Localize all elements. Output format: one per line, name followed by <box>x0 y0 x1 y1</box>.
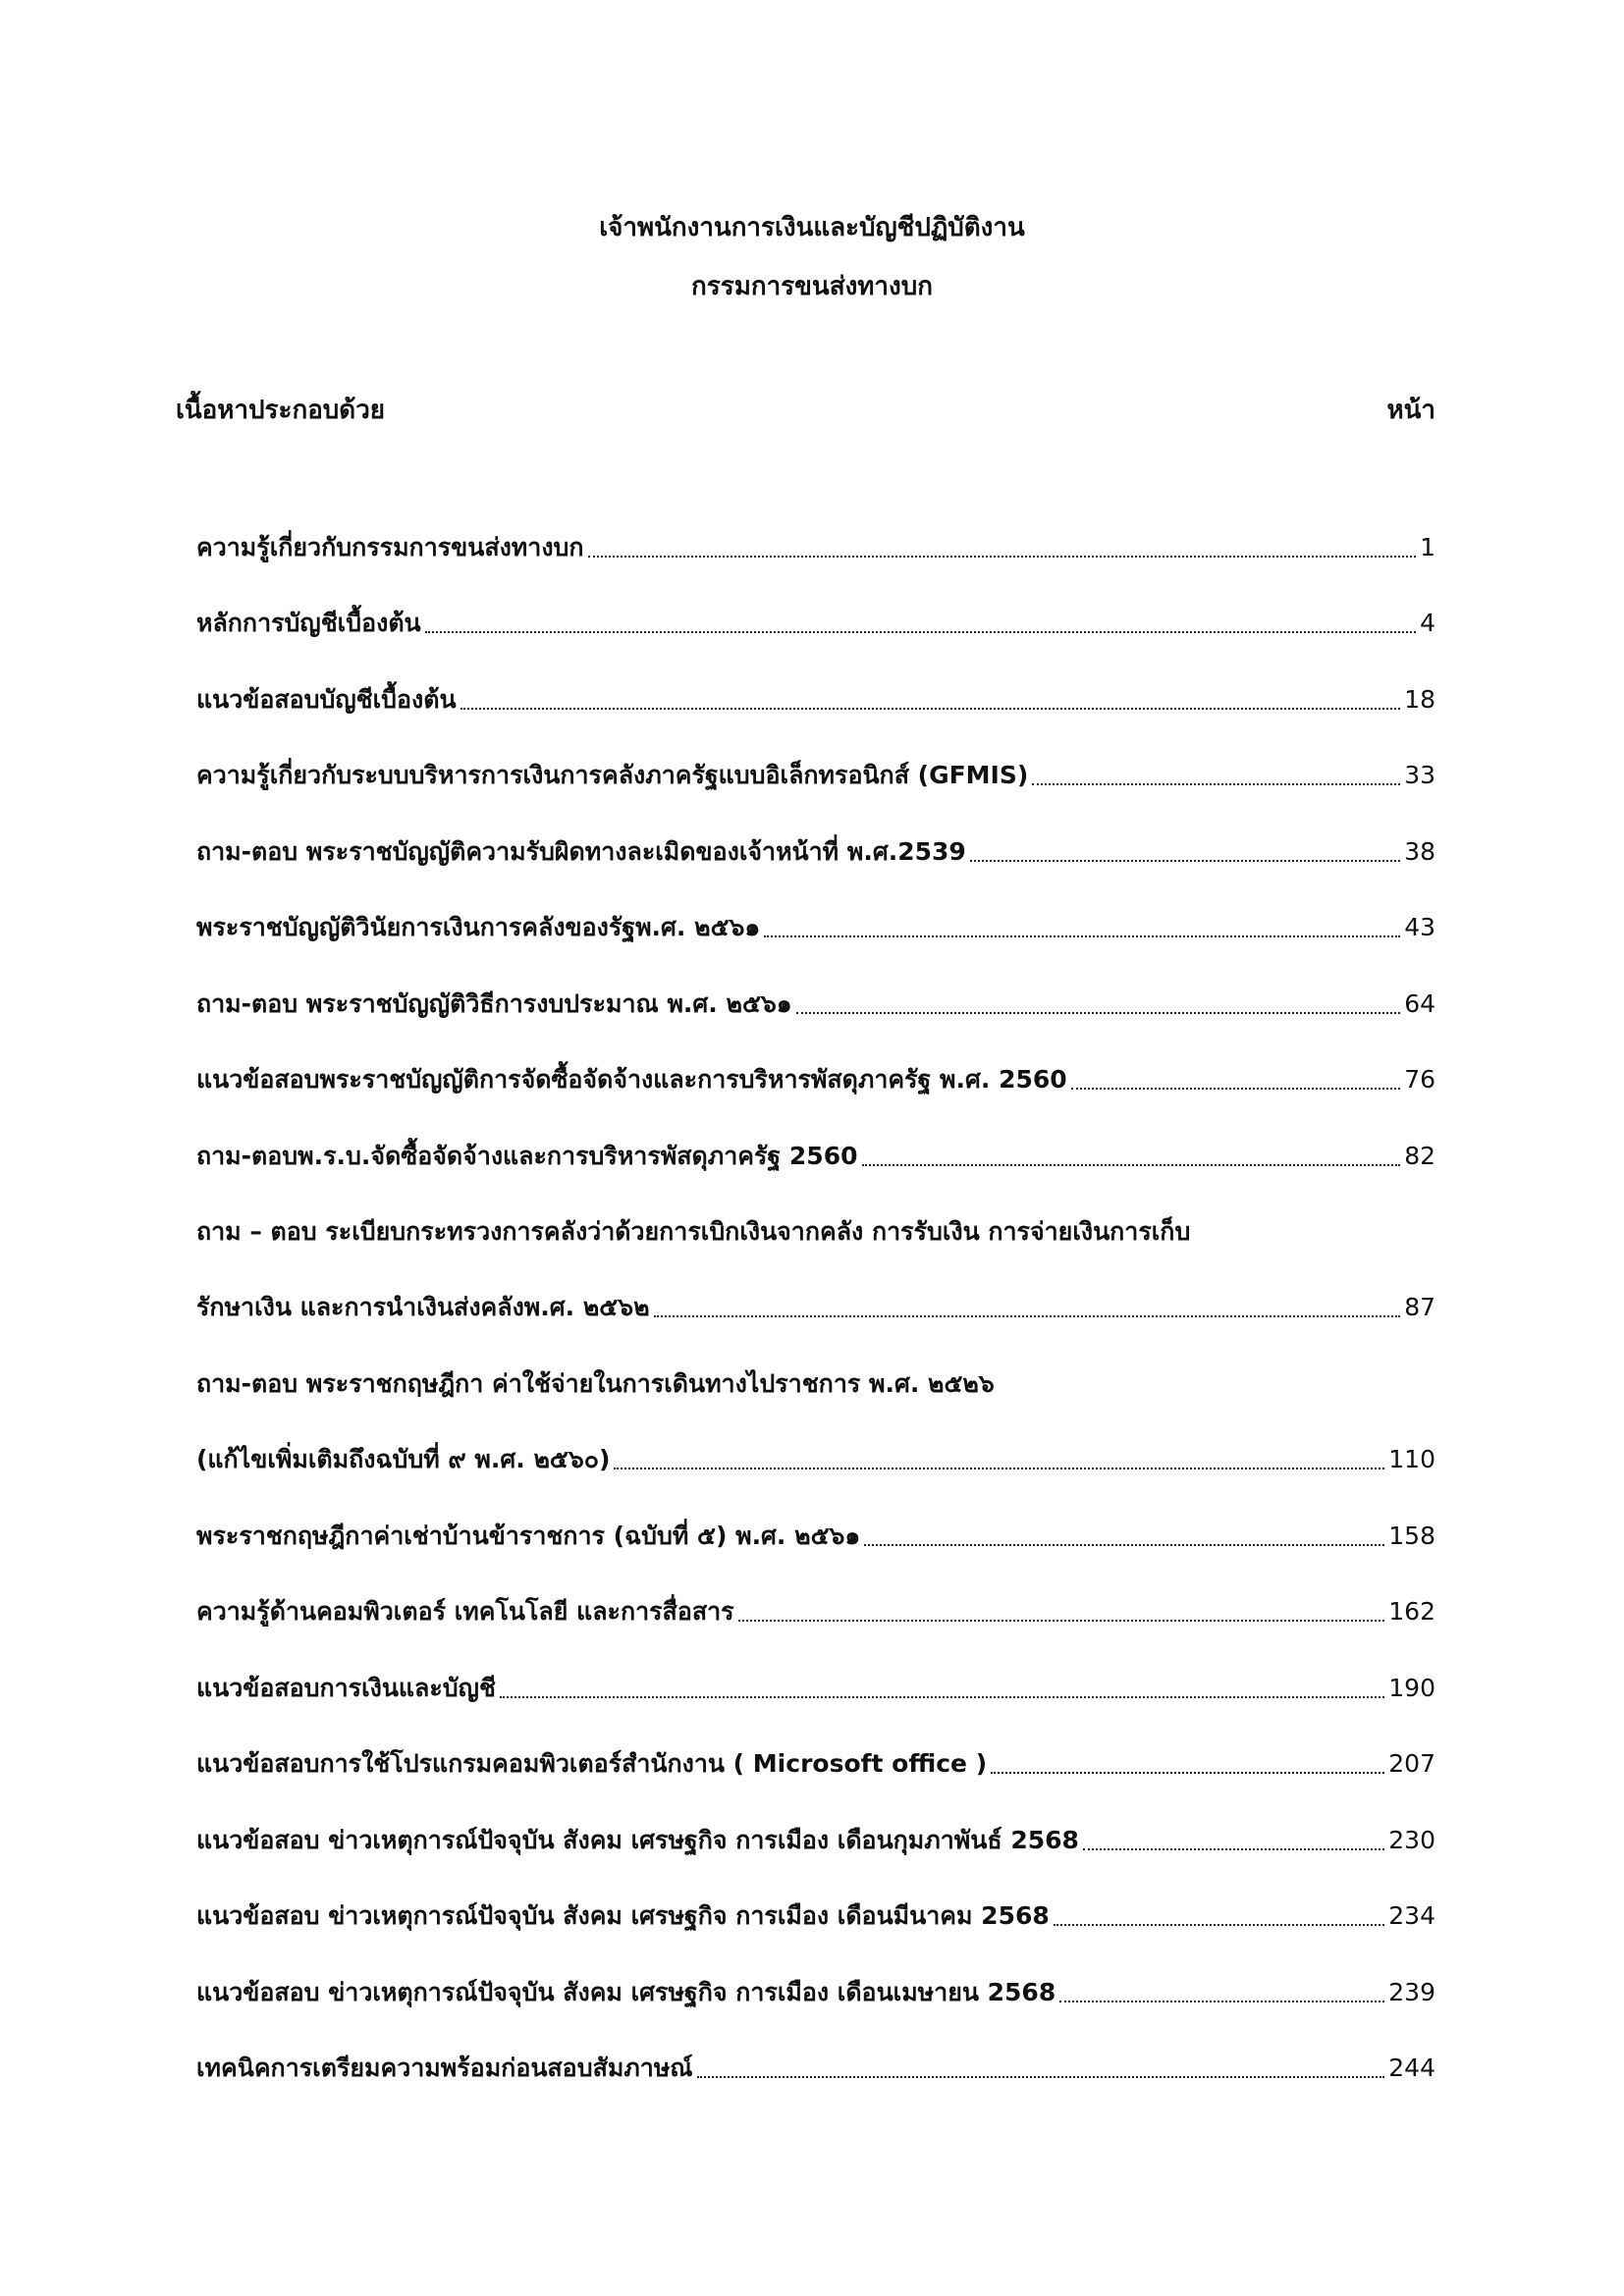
toc-entry-page-number: 230 <box>1388 1826 1435 1854</box>
toc-entry-page-number: 33 <box>1404 761 1435 789</box>
toc-entry <box>196 604 1435 643</box>
toc-entry <box>196 756 1435 795</box>
toc-entry <box>196 832 1435 872</box>
toc-entry-page-number: 1 <box>1420 533 1435 561</box>
dot-leader <box>460 708 1401 710</box>
toc-entry <box>196 1517 1435 1556</box>
toc-entry <box>196 680 1435 720</box>
toc-entry <box>196 985 1435 1024</box>
toc-entry <box>196 1744 1435 1784</box>
toc-entry-title: พระราชบัญญัติวินัยการเงินการคลังของรัฐพ.ศ. ๒๕๖๑ <box>196 913 761 941</box>
toc-entry-title: แนวข้อสอบพระราชบัญญัติการจัดซื้อจัดจ้างและการบริหารพัสดุภาครัฐ พ.ศ. 2560 <box>196 1065 1067 1094</box>
toc-entry-title: เทคนิคการเตรียมความพร้อมก่อนสอบสัมภาษณ์ <box>196 2054 693 2082</box>
toc-entry-page-number: 110 <box>1388 1445 1435 1473</box>
dot-leader <box>864 1544 1384 1546</box>
dot-leader <box>614 1468 1384 1469</box>
dot-leader <box>588 556 1417 558</box>
toc-entry-title: ถาม-ตอบพ.ร.บ.จัดซื้อจัดจ้างและการบริหารพัสดุภาครัฐ 2560 <box>196 1142 858 1170</box>
toc-entry-title: หลักการบัญชีเบื้องต้น <box>196 609 421 637</box>
toc-entry <box>196 908 1435 947</box>
toc-entry-page-number: 87 <box>1404 1293 1435 1321</box>
toc-entry-title: ถาม-ตอบ พระราชบัญญัติวิธีการงบประมาณ พ.ศ. ๒๕๖๑ <box>196 989 792 1018</box>
toc-entry-title: แนวข้อสอบ ข่าวเหตุการณ์ปัจจุบัน สังคม เศรษฐกิจ การเมือง เดือนเมษายน 2568 <box>196 1978 1056 2006</box>
dot-leader <box>697 2076 1385 2078</box>
dot-leader <box>991 1772 1384 1774</box>
toc-entry <box>196 1060 1435 1099</box>
toc-entry <box>196 1364 1435 1404</box>
dot-leader <box>1071 1088 1401 1090</box>
contents-heading: เนื้อหาประกอบด้วย <box>176 396 386 425</box>
toc-entry-title: แนวข้อสอบบัญชีเบื้องต้น <box>196 685 457 714</box>
toc-entry-page-number: 239 <box>1388 1978 1435 2006</box>
toc-entry-page-number: 162 <box>1388 1597 1435 1626</box>
toc-entry-title: ความรู้ด้านคอมพิวเตอร์ เทคโนโลยี และการสื่อสาร <box>196 1597 734 1626</box>
toc-entry-page-number: 38 <box>1404 837 1435 866</box>
toc-entry-page-number: 76 <box>1404 1065 1435 1094</box>
toc-entry-page-number: 207 <box>1388 1749 1435 1778</box>
dot-leader <box>1059 2001 1384 2002</box>
toc-entry <box>196 1821 1435 1860</box>
toc-entry <box>196 528 1435 567</box>
dot-leader <box>500 1696 1384 1698</box>
toc-entry-title: แนวข้อสอบการใช้โปรแกรมคอมพิวเตอร์สำนักงาน ( Microsoft office ) <box>196 1749 988 1778</box>
toc-entry-title: แนวข้อสอบการเงินและบัญชี <box>196 1674 496 1702</box>
toc-entry-title: (แก้ไขเพิ่มเติมถึงฉบับที่ ๙ พ.ศ. ๒๕๖๐) <box>196 1445 611 1473</box>
toc-entry-page-number: 64 <box>1404 989 1435 1018</box>
toc-entry-title: แนวข้อสอบ ข่าวเหตุการณ์ปัจจุบัน สังคม เศรษฐกิจ การเมือง เดือนมีนาคม 2568 <box>196 1901 1050 1930</box>
dot-leader <box>425 631 1416 633</box>
toc-entry-page-number: 244 <box>1388 2054 1435 2082</box>
dot-leader <box>1054 1924 1385 1926</box>
dot-leader <box>654 1315 1401 1317</box>
toc-entry-title: ถาม-ตอบ พระราชบัญญัติความรับผิดทางละเมิดของเจ้าหน้าที่ พ.ศ.2539 <box>196 837 966 866</box>
toc-entry-title: ความรู้เกี่ยวกับระบบบริหารการเงินการคลังภาครัฐแบบอิเล็กทรอนิกส์ (GFMIS) <box>196 761 1029 789</box>
toc-entry-title: ความรู้เกี่ยวกับกรรมการขนส่งทางบก <box>196 533 584 561</box>
dot-leader <box>1083 1848 1384 1850</box>
page-column-heading: หน้า <box>1386 396 1435 425</box>
toc-entry <box>196 1440 1435 1479</box>
toc-entry-page-number: 82 <box>1404 1142 1435 1170</box>
toc-entry <box>196 1669 1435 1708</box>
toc-entry-title: พระราชกฤษฎีกาค่าเช่าบ้านข้าราชการ (ฉบับที่ ๕) พ.ศ. ๒๕๖๑ <box>196 1522 861 1550</box>
toc-entry <box>196 2049 1435 2088</box>
toc-entry-title: แนวข้อสอบ ข่าวเหตุการณ์ปัจจุบัน สังคม เศรษฐกิจ การเมือง เดือนกุมภาพันธ์ 2568 <box>196 1826 1079 1854</box>
toc-entry-page-number: 158 <box>1388 1522 1435 1550</box>
toc-entry-page-number: 43 <box>1404 913 1435 941</box>
dot-leader <box>764 935 1400 937</box>
toc-entry <box>196 1212 1435 1252</box>
document-subtitle: กรรมการขนส่งทางบก <box>691 272 933 301</box>
toc-entry <box>196 1896 1435 1936</box>
toc-entry <box>196 1592 1435 1631</box>
toc-entry-page-number: 234 <box>1388 1901 1435 1930</box>
dot-leader <box>1032 783 1400 785</box>
toc-entry-title: ถาม-ตอบ พระราชกฤษฎีกา ค่าใช้จ่ายในการเดินทางไปราชการ พ.ศ. ๒๕๒๖ <box>196 1369 995 1398</box>
toc-entry-title: รักษาเงิน และการนำเงินส่งคลังพ.ศ. ๒๕๖๒ <box>196 1293 650 1321</box>
dot-leader <box>862 1164 1401 1166</box>
dot-leader <box>970 860 1400 862</box>
dot-leader <box>738 1620 1385 1622</box>
toc-entry-page-number: 4 <box>1420 609 1435 637</box>
toc-entry <box>196 1137 1435 1176</box>
toc-entry-title: ถาม – ตอบ ระเบียบกระทรวงการคลังว่าด้วยการเบิกเงินจากคลัง การรับเงิน การจ่ายเงินการเก็บ <box>196 1217 1191 1246</box>
toc-entry <box>196 1288 1435 1327</box>
toc-entry-page-number: 18 <box>1404 685 1435 714</box>
document-title: เจ้าพนักงานการเงินและบัญชีปฏิบัติงาน <box>599 213 1025 242</box>
dot-leader <box>796 1012 1401 1014</box>
toc-entry-page-number: 190 <box>1388 1674 1435 1702</box>
toc-entry <box>196 1973 1435 2012</box>
